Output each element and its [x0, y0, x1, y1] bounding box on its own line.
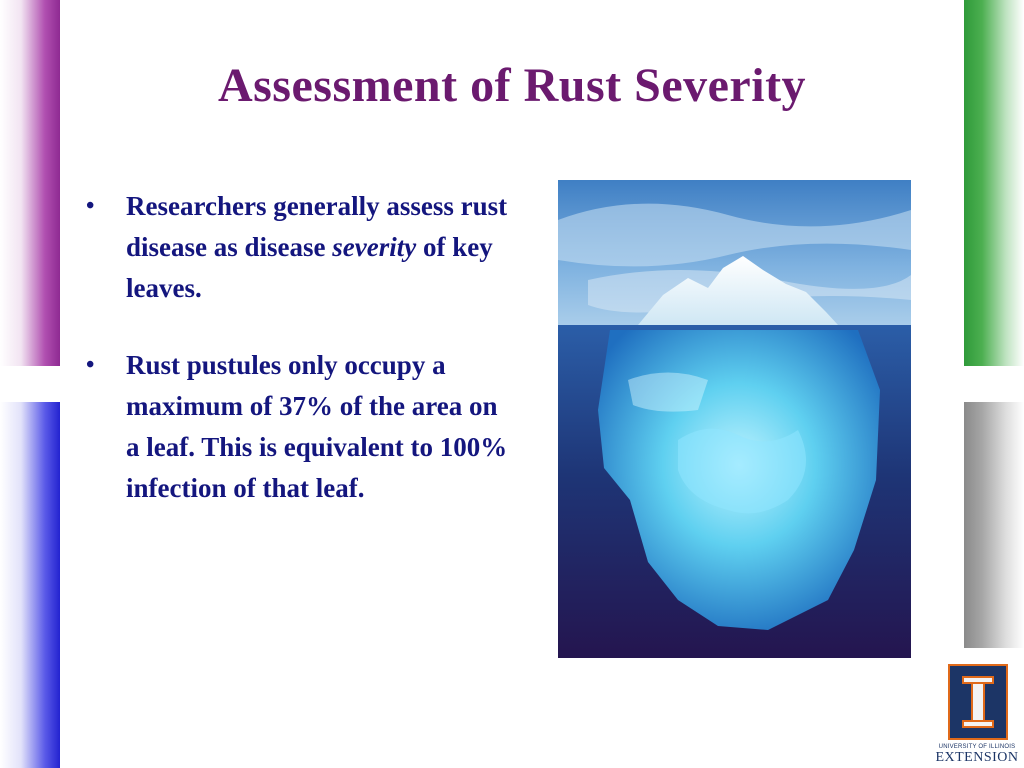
bullet-icon: •	[86, 352, 95, 378]
bullet-list	[84, 186, 514, 545]
bullet-1-emphasis: severity	[332, 232, 417, 262]
purple-side-bar	[0, 0, 60, 366]
green-side-bar	[964, 0, 1024, 366]
blue-side-bar	[0, 402, 60, 768]
bullet-item-1	[84, 186, 514, 309]
logo-university-text: UNIVERSITY OF ILLINOIS	[938, 744, 1016, 750]
university-logo	[932, 662, 1018, 766]
bullet-icon: •	[86, 193, 95, 219]
iceberg-illustration	[558, 180, 911, 658]
logo-extension-text: EXTENSION	[935, 750, 1019, 765]
bullet-2-text: Rust pustules only occupy a maximum of 37% of the area on a leaf. This is equivalent to 100% infection of that leaf.	[126, 350, 508, 503]
illinois-i-logo-icon	[948, 664, 1008, 740]
iceberg-image	[558, 180, 911, 658]
bullet-item-2	[84, 345, 514, 509]
slide-title: Assessment of Rust Severity	[217, 59, 807, 112]
gray-side-bar	[964, 402, 1024, 648]
bullet-1-text: Researchers generally assess rust disease as disease	[126, 191, 508, 262]
bullet-1-text-end: of key leaves.	[126, 232, 493, 303]
